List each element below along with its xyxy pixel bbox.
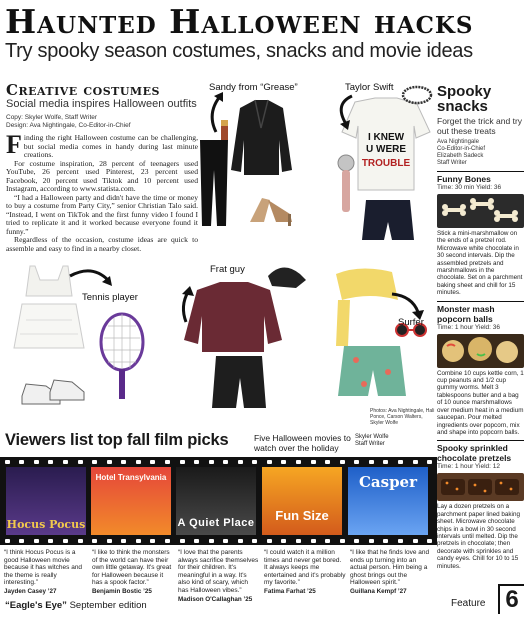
tennis-racket-image <box>101 314 143 399</box>
sandy-heels-image <box>250 198 292 226</box>
frat-shirt-image <box>184 282 282 352</box>
poster-hocus-pocus: Hocus Pocus <box>6 467 86 535</box>
filmstrip-holes-bottom <box>0 537 437 544</box>
photo-credit: Photos: Ava Nightingale, Hali Ponce, Carson Walters, Skyler Wolfe <box>370 408 435 426</box>
page-number: 6 <box>498 584 524 614</box>
taylor-shirt-image <box>342 98 430 190</box>
recipe-funny-bones: Funny Bones Time: 30 min Yield: 36 Stick a mini-marshmallow on the ends of a pretzel rod. Microwave white chocolate in 30 second intervals. Dip the assembled pretzels and marshmallows in the chocolate. Set on a parchment baking sheet and chill for 15 minutes. <box>437 171 524 297</box>
shirt-line-3: TROUBLE <box>361 158 411 169</box>
poster-casper: Casper <box>348 467 428 535</box>
paragraph-1: Finding the right Halloween costume can be challenging, but social media comes in handy during last minute creations. <box>6 130 198 159</box>
taylor-shorts-image <box>362 200 414 240</box>
poster-fun-size: Fun Size <box>262 467 342 535</box>
paragraph-4: Regardless of the occasion, costume ideas are quick to assemble and easy to find in a nearby closet. <box>6 235 198 253</box>
paragraph-2: For costume inspiration, 28 percent of teenagers used YouTube, 26 percent used Pinterest, 23 percent used Facebook, 20 percent used Tiktok and 10 percent used Instagram, according to www.statista.com. <box>6 158 198 193</box>
page-title: Haunted Halloween hacks <box>5 2 474 41</box>
snacks-deck: Forget the trick and try out these treats <box>437 116 523 136</box>
label-tennis: Tennis player <box>82 292 138 303</box>
films-title: Viewers list top fall film picks <box>5 431 229 449</box>
credit-copy: Copy: Skyler Wolfe, Staff Writer <box>6 114 98 121</box>
label-taylor: Taylor Swift <box>345 82 394 93</box>
costumes-title: Creative costumes <box>6 81 160 99</box>
filmstrip <box>0 457 437 545</box>
label-sandy: Sandy from “Grease” <box>209 82 298 93</box>
edition-footer: “Eagle's Eye” September edition <box>5 600 147 611</box>
tennis-top-image <box>26 266 72 296</box>
films-credit: Skyler Wolfe Staff Writer <box>355 434 389 447</box>
dropcap: F <box>6 130 22 159</box>
label-surfer: Surfer <box>398 317 424 328</box>
shirt-line-2: U WERE <box>366 144 406 155</box>
label-frat: Frat guy <box>210 264 245 275</box>
frat-shorts-image <box>212 356 266 408</box>
pretzels-image <box>437 473 524 501</box>
section-name: Feature <box>451 598 486 609</box>
shirt-line-1: I KNEW <box>367 132 405 143</box>
popcorn-balls-image <box>437 334 524 368</box>
recipe-chocolate-pretzels: Spooky sprinkled chocolate pretzels Time: 1 hour Yield: 12 Lay a dozen pretzels on a parchment paper lined baking sheet. Microwave chocolate chips in a bowl in 30 second intervals until melted. Dip the pretzels in chocolate; then decorate with sprinkles and candy eyes. Chill for 10 to 15 minutes. <box>437 440 524 570</box>
headband-image <box>403 87 431 103</box>
lipstick-image <box>221 120 228 140</box>
funny-bones-image <box>437 194 524 228</box>
sandy-pants-image <box>200 140 228 226</box>
poster-hotel-transylvania: Hotel Transylvania <box>91 467 171 535</box>
surfer-towel-image <box>336 268 398 346</box>
tennis-skirt-image <box>14 304 84 348</box>
costumes-deck: Social media inspires Halloween outfits <box>6 98 197 110</box>
recipe-monster-mash: Monster mash popcorn balls Time: 1 hour Yield: 36 Combine 10 cups kettle corn, 1 cup peanuts and 1/2 cup gummy worms. Melt 3 tablespoons butter and a bag of 10 ounce marshmallows over medium heat in a medium saucepan. Pour melted ingredients over popcorn, mix and shape into popcorn balls. <box>437 301 524 437</box>
microphone-image <box>338 155 354 212</box>
quote-2: “I like to think the monsters of the world can have their own little getaway. It's great for Halloween because it has a spook factor.” Benjamin Bostic ’25 <box>92 549 172 595</box>
films-deck: Five Halloween movies to watch over the holiday <box>254 433 351 453</box>
poster-a-quiet-place: A Quiet Place <box>176 467 256 535</box>
arrow-tennis <box>70 271 112 286</box>
sandy-jacket-image <box>231 100 292 175</box>
snacks-sidebar <box>437 84 524 570</box>
paragraph-3: “I had a Halloween party and didn't have the time or money to buy a costume from Party City,” senior Christian Talo said. “Instead, I went on TikTok and the first funny video I found I tried to replicate it and it worked because everyone found it funny.” <box>6 192 198 236</box>
snacks-credits: Ava Nightingale Co-Editor-in-Chief Elizabeth Sadeck Staff Writer <box>437 139 486 166</box>
surfer-shorts-image <box>338 346 406 396</box>
page-subtitle: Try spooky season costumes, snacks and movie ideas <box>5 40 473 62</box>
credit-design: Design: Ava Nightingale, Co-Editor-in-Chief <box>6 122 131 129</box>
tennis-shoes-image <box>22 380 84 404</box>
snacks-title: Spooky snacks <box>437 83 492 115</box>
frat-hat-image <box>268 267 306 288</box>
quote-3: “I love that the parents always sacrifice themselves for their children. It's meaningful in a way. It's also kind of scary, which has Halloween vibes.” Madison O'Callaghan ’25 <box>178 549 259 603</box>
quote-1: “I think Hocus Pocus is a good Halloween movie because it has witches and the theme is really interesting.” Jayden Casey ’27 <box>4 549 83 595</box>
filmstrip-holes-top <box>0 458 437 465</box>
quote-4: “I could watch it a million times and never get bored. It always keeps me entertained and it's probably my favorite.” Fatima Farhat ’25 <box>264 549 346 595</box>
quote-5: “I like that he finds love and ends up turning into an actual person. Him being a ghost brings out the Halloween spirit.” Guillana Kempf ’27 <box>350 549 430 595</box>
